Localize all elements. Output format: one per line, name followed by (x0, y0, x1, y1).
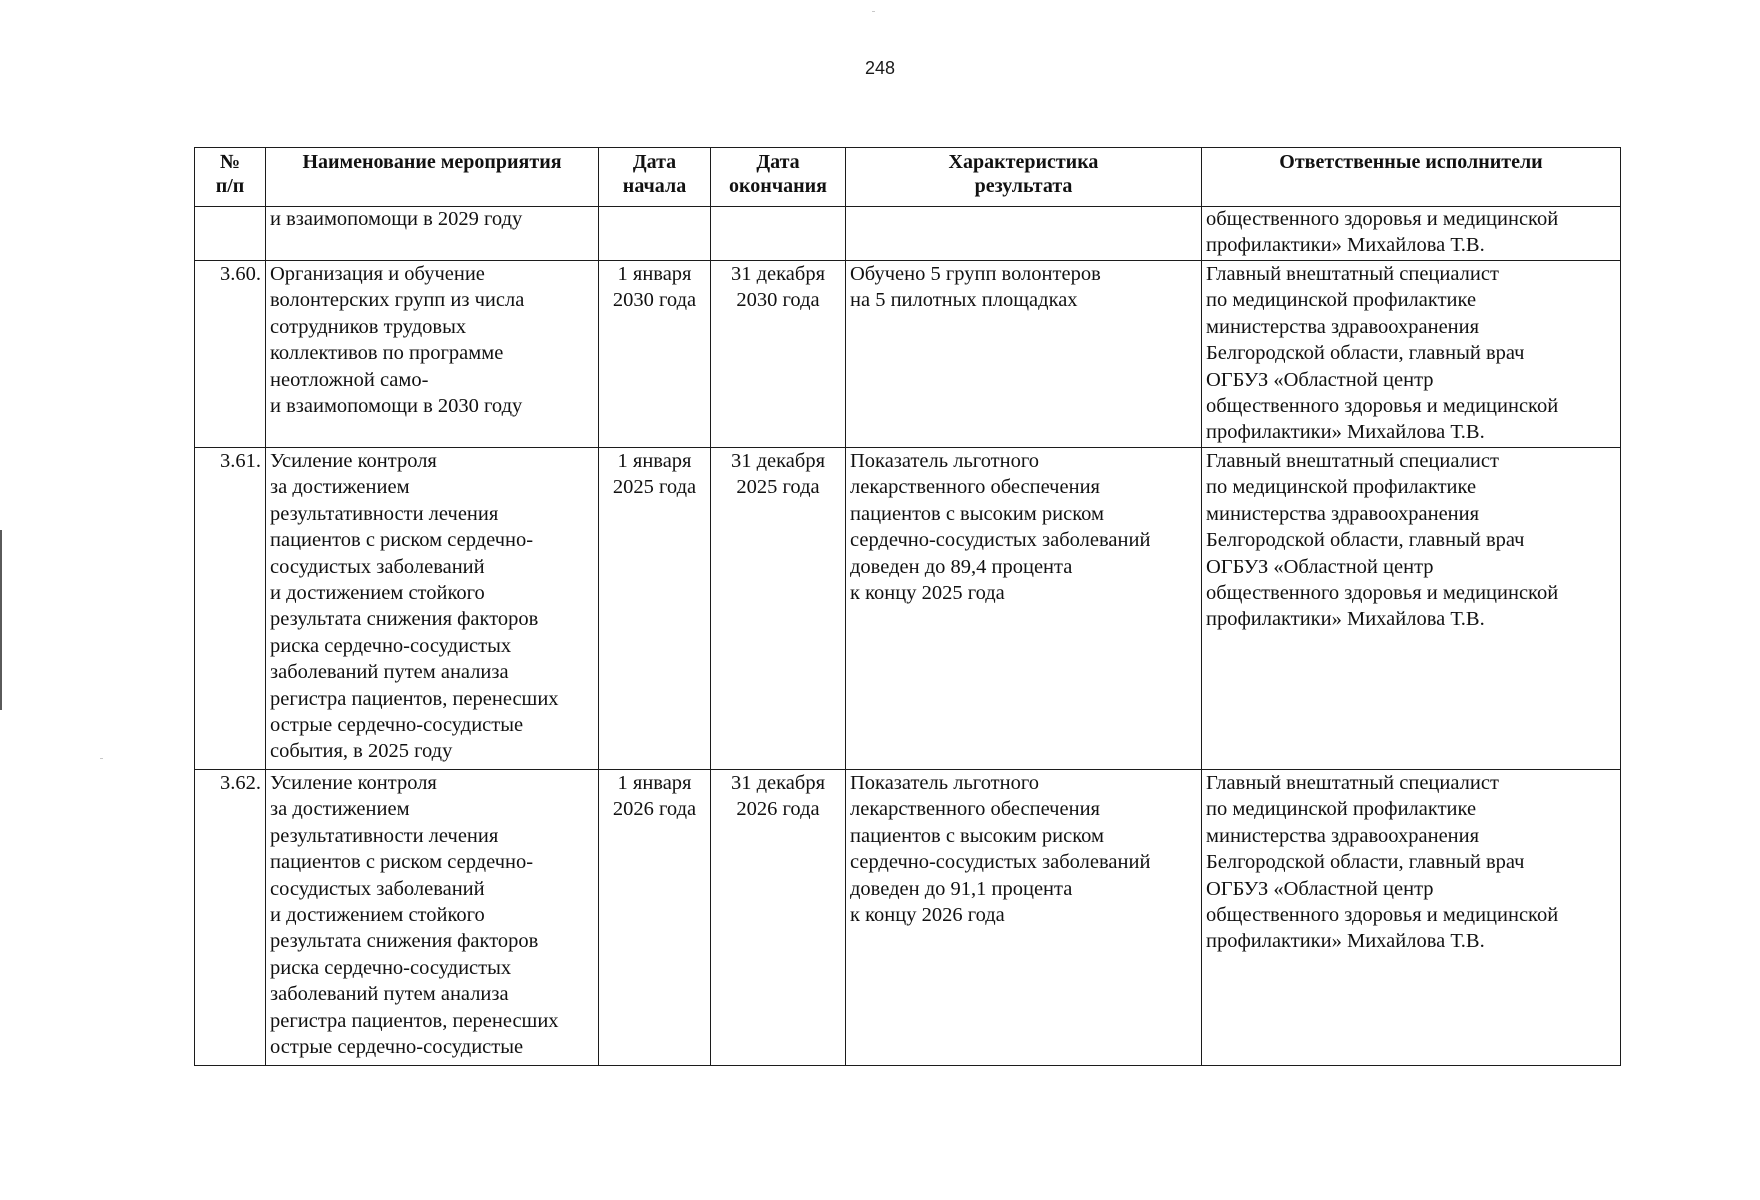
table-row (195, 448, 1621, 770)
row-responsible: общественного здоровья и медицинской профилактики» Михайлова Т.В. (1202, 207, 1621, 261)
row-responsible: Главный внештатный специалист по медицинской профилактике министерства здравоохранения Белгородской области, главный врач ОГБУЗ «Областной центр общественного здоровья и медицинской профилактики» Михайлова Т.В. (1202, 448, 1621, 770)
scan-edge-mark (0, 530, 2, 710)
row-start-date: 1 января 2025 года (599, 448, 711, 770)
row-start-date (599, 207, 711, 261)
header-end-date: Дата окончания (711, 148, 846, 207)
row-num: 3.62. (195, 770, 266, 1066)
row-start-date: 1 января 2026 года (599, 770, 711, 1066)
row-end-date: 31 декабря 2026 года (711, 770, 846, 1066)
scan-speck (872, 11, 875, 12)
row-start-date: 1 января 2030 года (599, 261, 711, 448)
row-responsible: Главный внештатный специалист по медицинской профилактике министерства здравоохранения Белгородской области, главный врач ОГБУЗ «Областной центр общественного здоровья и медицинской профилактики» Михайлова Т.В. (1202, 770, 1621, 1066)
row-result: Обучено 5 групп волонтеров на 5 пилотных площадках (846, 261, 1202, 448)
header-num: № п/п (195, 148, 266, 207)
row-num (195, 207, 266, 261)
row-num: 3.61. (195, 448, 266, 770)
page-number: 248 (864, 58, 896, 78)
row-responsible: Главный внештатный специалист по медицинской профилактике министерства здравоохранения Белгородской области, главный врач ОГБУЗ «Областной центр общественного здоровья и медицинской профилактики» Михайлова Т.В. (1202, 261, 1621, 448)
row-num: 3.60. (195, 261, 266, 448)
row-end-date (711, 207, 846, 261)
row-result: Показатель льготного лекарственного обеспечения пациентов с высоким риском сердечно-сосудистых заболеваний доведен до 89,4 процента к концу 2025 года (846, 448, 1202, 770)
row-result: Показатель льготного лекарственного обеспечения пациентов с высоким риском сердечно-сосудистых заболеваний доведен до 91,1 процента к концу 2026 года (846, 770, 1202, 1066)
row-result (846, 207, 1202, 261)
row-end-date: 31 декабря 2030 года (711, 261, 846, 448)
header-responsible: Ответственные исполнители (1202, 148, 1621, 207)
table-row (195, 261, 1621, 448)
header-start-date: Дата начала (599, 148, 711, 207)
row-name: Усиление контроля за достижением результативности лечения пациентов с риском сердечно- сосудистых заболеваний и достижением стойкого результата снижения факторов риска сердечно-сосудистых заболеваний путем анализа регистра пациентов, перенесших острые сердечно-сосудистые (266, 770, 599, 1066)
row-name: Усиление контроля за достижением результативности лечения пациентов с риском сердечно- сосудистых заболеваний и достижением стойкого результата снижения факторов риска сердечно-сосудистых заболеваний путем анализа регистра пациентов, перенесших острые сердечно-сосудистые события, в 2025 году (266, 448, 599, 770)
header-result: Характеристика результата (846, 148, 1202, 207)
measures-table (194, 147, 1621, 1066)
table-header-row (195, 148, 1621, 207)
header-name: Наименование мероприятия (266, 148, 599, 207)
scan-speck (100, 758, 103, 759)
row-end-date: 31 декабря 2025 года (711, 448, 846, 770)
table-row (195, 770, 1621, 1066)
row-name: и взаимопомощи в 2029 году (266, 207, 599, 261)
row-name: Организация и обучение волонтерских групп из числа сотрудников трудовых коллективов по программе неотложной само- и взаимопомощи в 2030 году (266, 261, 599, 448)
table-row (195, 207, 1621, 261)
